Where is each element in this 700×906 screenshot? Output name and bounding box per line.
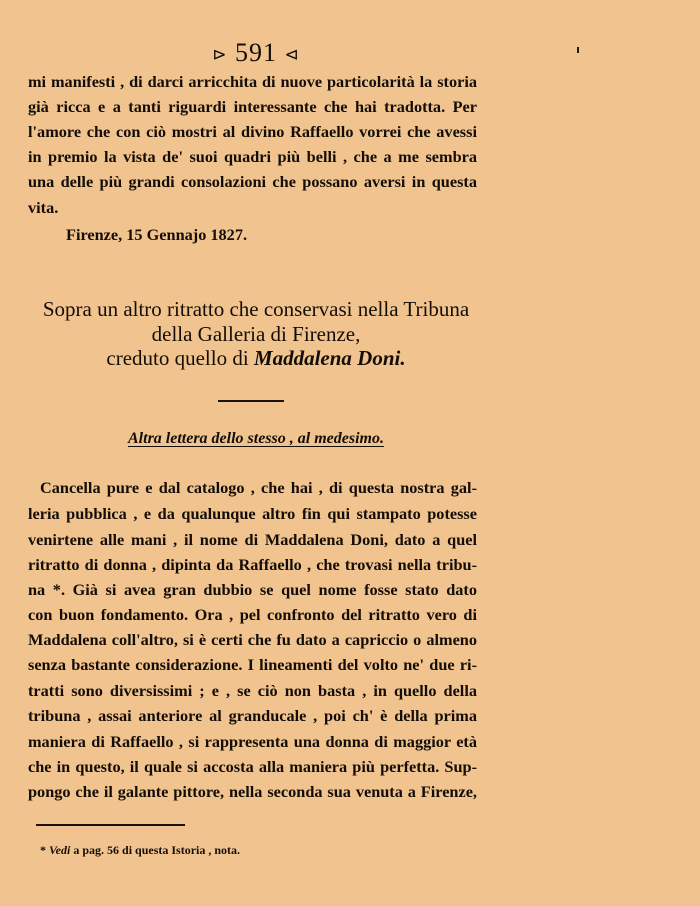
section-title-line-2: della Galleria di Firenze, [151,322,361,346]
text-line: l'amore che con ciò mostri al divino Raffaello vorrei che avessi [28,122,477,141]
text-line: ritratto di donna , dipinta da Raffaello , che trovasi nella tribu- [28,555,477,574]
footnote-text: a pag. 56 di questa Istoria , nota. [70,843,241,857]
title-prefix: creduto quello di [106,346,254,370]
footnote-divider [36,824,185,826]
text-line: venirtene alle mani , il nome di Maddalena Doni, dato a quel [28,530,477,549]
title-name: Maddalena Doni. [253,346,406,370]
section-title-line-3 [0,346,512,370]
text-line: leria pubblica , e da qualunque altro fin qui stampato potesse [28,504,477,523]
right-ornament-icon: ⊲ [284,45,300,65]
footnote [40,843,240,858]
section-title-line-1: Sopra un altro ritratto che conservasi nella Tribuna [42,297,470,321]
subheading: Altra lettera dello stesso , al medesimo. [128,430,384,447]
text-line: tratti sono diversissimi ; e , se ciò non basta , in quello della [28,681,477,700]
footnote-see: Vedi [49,843,71,857]
text-line: che in questo, il quale si accosta alla maniera più perfetta. Sup- [28,757,477,776]
text-line: Maddalena coll'altro, si è certi che fu dato a capriccio o almeno [28,630,477,649]
text-line: na *. Già si avea gran dubbio se quel nome fosse stato dato [28,580,477,599]
page-number: 591 [235,38,277,67]
ink-speck [577,47,579,53]
left-ornament-icon: ⊳ [212,45,228,65]
text-line: senza bastante considerazione. I lineamenti del volto ne' due ri- [28,655,477,674]
text-line: già ricca e a tanti riguardi interessante che hai tradotta. Per [28,97,477,116]
text-line: una delle più grandi consolazioni che possano aversi in questa [28,172,477,191]
text-line: pongo che il galante pittore, nella seconda sua venuta a Firenze, [28,782,477,801]
footnote-mark: * [40,843,46,857]
signature-date: Firenze, 15 Gennajo 1827. [66,225,248,244]
text-line: tribuna , assai anteriore al granducale , poi ch' è della prima [28,706,477,725]
text-line: mi manifesti , di darci arricchita di nuove particolarità la storia [28,72,477,91]
text-line: Cancella pure e dal catalogo , che hai , di questa nostra gal- [40,478,477,497]
text-line: maniera di Raffaello , si rappresenta una donna di maggior età [28,732,477,751]
text-line: vita. [28,198,59,217]
text-line: in premio la vista de' suoi quadri più belli , che a me sembra [28,147,477,166]
section-divider [218,400,284,402]
text-line: con buon fondamento. Ora , pel confronto del ritratto vero di [28,605,477,624]
page-header [0,38,512,68]
